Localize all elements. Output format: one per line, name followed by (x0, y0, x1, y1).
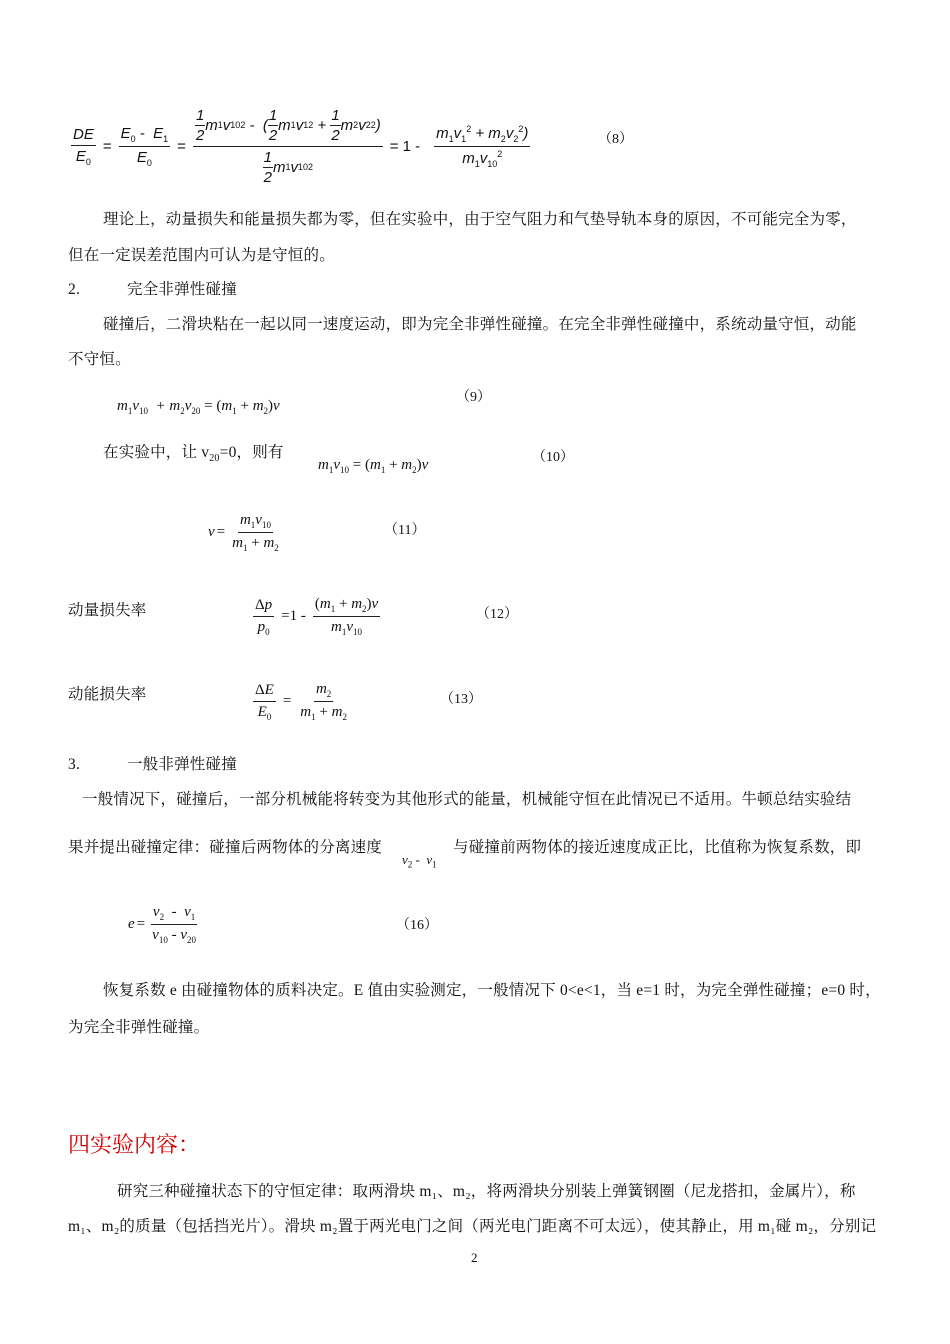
paragraph-6-line-1: 研究三种碰撞状态下的守恒定律：取两滑块 m₁、m₂，将两滑块分别装上弹簧钢圈（尼龙搭扣，金属片），称 (117, 1183, 856, 1200)
paragraph-5-line-2: 为完全非弹性碰撞。 (68, 1019, 210, 1036)
equation-8: $\frac{DE}{E_0}$ = $\frac{E_0 - E_1}{E_0}$ = $\frac{1}{2}$ m 1 v 10 2 - ( $\frac{1}{2}$ m 1 v 1 2 + $\frac{1}{2}$ m 2 v 2 2 ) $\frac{1}{2}$ m 1 v 10 2 = 1 - $\frac{m_1v_1^2 + m_2v_2^2)}{m_1v_{10}^2}$ (73, 106, 529, 186)
equation-number-12: （12） (476, 607, 518, 622)
section-3-number: 3. (68, 756, 81, 773)
paragraph-2-line-1: 碰撞后，二滑块粘在一起以同一速度运动，即为完全非弹性碰撞。在完全非弹性碰撞中，系统动量守恒，动能 (103, 316, 857, 333)
paragraph-1-line-2: 但在一定误差范围内可认为是守恒的。 (68, 247, 335, 264)
equation-16: e = $\frac{v_2 - v_1}{v_{10} - v_{20}}$ (128, 904, 196, 945)
equation-number-9: （9） (456, 390, 491, 405)
energy-loss-label: 动能损失率 (68, 686, 147, 703)
paragraph-1-line-1: 理论上，动量损失和能量损失都为零，但在实验中，由于空气阻力和气垫导轨本身的原因，不可能完全为零， (103, 211, 857, 228)
eq8-lhs-fraction: $\frac{DE}{E_0}$ (73, 125, 94, 167)
paragraph-4-line-1: 一般情况下，碰撞后，一部分机械能将转变为其他形式的能量，机械能守恒在此情况已不适用。牛顿总结实验结 (82, 791, 852, 808)
section-2-title: 完全非弹性碰撞 (127, 281, 237, 298)
paragraph-3: 在实验中，让 $v_{20}=0$，则有 (103, 444, 284, 465)
section-2-number: 2. (68, 281, 81, 298)
equation-number-16: （16） (396, 918, 438, 933)
equation-9: $m_1v_{10} + m_2v_{20} = (m_1 + m_2)v$ (117, 398, 280, 416)
equation-11: v = $\frac{m_1v_{10}}{m_1 + m_2}$ (208, 512, 279, 553)
section-heading: 四实验内容： (68, 1132, 201, 1157)
eq8-rhs-fraction: $\frac{m_1v_1^2 + m_2v_2^2)}{m_1v_{10}^2}$ (436, 123, 529, 169)
paragraph-2-line-2: 不守恒。 (68, 351, 131, 368)
paragraph-6-line-2: m₁、m₂的质量（包括挡光片）。滑块 m₂置于两光电门之间（两光电门距离不可太远），使其静止，用 m₁碰 m₂，分别记 (68, 1218, 877, 1235)
separation-velocity: $v_2 - v_1$ (402, 852, 437, 870)
equation-10: $m_1v_{10} = (m_1 + m_2)v$ (318, 457, 429, 475)
section-3-title: 一般非弹性碰撞 (127, 756, 237, 773)
page-number: 2 (471, 1250, 478, 1265)
momentum-loss-label: 动量损失率 (68, 602, 147, 619)
equation-number-13: （13） (440, 692, 482, 707)
eq8-mid-fraction: $\frac{E_0 - E_1}{E_0}$ (120, 124, 169, 168)
equation-12: $\frac{\Delta p}{p_0}$ =1 - $\frac{(m_1 + m_2)v}{m_1v_{10}}$ (255, 596, 379, 637)
eq8-big-fraction: $\frac{1}{2}$ m 1 v 10 2 - ( $\frac{1}{2}$ m 1 v 1 2 + $\frac{1}{2}$ m 2 v 2 2 ) $\frac{1}{2}$ m 1 v 10 2 (193, 107, 383, 186)
paragraph-4-line-2a: 果并提出碰撞定律：碰撞后两物体的分离速度 (68, 839, 383, 856)
equation-number-10: （10） (532, 450, 574, 465)
equation-13: $\frac{\Delta E}{E_0}$ = $\frac{m_2}{m_1 + m_2}$ (255, 681, 347, 722)
equation-number-11: （11） (384, 523, 426, 538)
paragraph-4-line-2b: 与碰撞前两物体的接近速度成正比，比值称为恢复系数，即 (453, 839, 862, 856)
paragraph-5-line-1: 恢复系数 e 由碰撞物体的质料决定。E 值由实验测定，一般情况下 0<e<1，当 e=1 时，为完全弹性碰撞；e=0 时， (103, 982, 881, 999)
equation-number-8: （8） (598, 132, 633, 147)
